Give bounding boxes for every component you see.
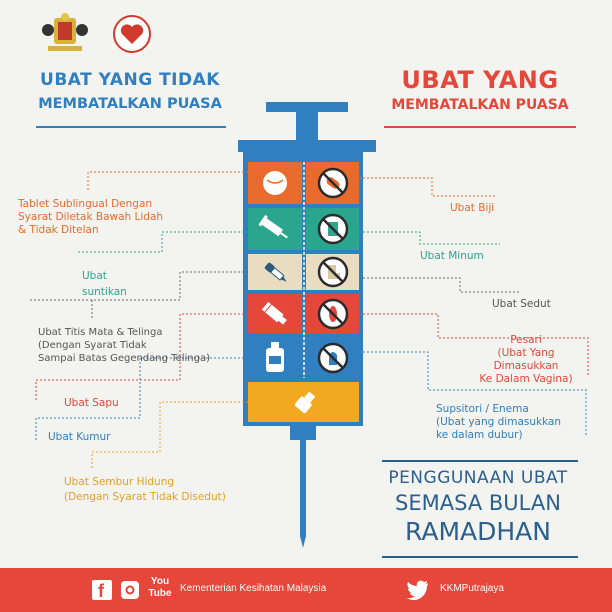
label-pill: Ubat Biji [450,202,495,214]
label-topical: Ubat Sapu [64,397,119,409]
title-line2: SEMASA BULAN [395,491,561,515]
heading-left-line2: MEMBATALKAN PUASA [38,96,222,112]
heading-left-line1: UBAT YANG TIDAK [40,70,220,90]
label-inhaled: Ubat Sedut [492,298,551,310]
footer-bar [0,568,612,612]
instagram-icon[interactable] [120,580,140,600]
title-bottom-rule [382,556,578,558]
label-eye-ear-drops: Ubat Titis Mata & Telinga (Dengan Syarat Tidak Sampai Batas Gegendang Telinga) [38,327,210,364]
footer-twitter-handle: KKMPutrajaya [440,583,504,594]
label-oral-liquid: Ubat Minum [420,250,484,262]
twitter-icon[interactable] [404,578,430,602]
heading-right-line1: UBAT YANG [401,66,559,94]
footer-organization: Kementerian Kesihatan Malaysia [180,583,327,594]
heading-right-line2: MEMBATALKAN PUASA [391,97,569,113]
youtube-icon[interactable] [148,576,172,604]
title-line3: RAMADHAN [405,517,551,546]
campaign-title [378,468,578,546]
title-top-rule [382,460,578,462]
youtube-text: You Tube [148,576,172,599]
facebook-icon[interactable]: f [92,580,112,600]
label-pessary: Pesari (Ubat Yang Dimasukkan Ke Dalam Vagina) [479,334,573,385]
label-mouthwash: Ubat Kumur [48,431,111,443]
label-suppository: Supsitori / Enema (Ubat yang dimasukkan ke dalam dubur) [436,403,562,441]
label-sublingual-tablet: Tablet Sublingual Dengan Syarat Diletak Bawah Lidah & Tidak Ditelan [18,198,164,236]
title-line1: PENGGUNAAN UBAT [388,468,568,488]
label-injection: Ubat suntikan [82,270,127,298]
label-nasal-spray: Ubat Sembur Hidung (Dengan Syarat Tidak Disedut) [64,476,226,503]
